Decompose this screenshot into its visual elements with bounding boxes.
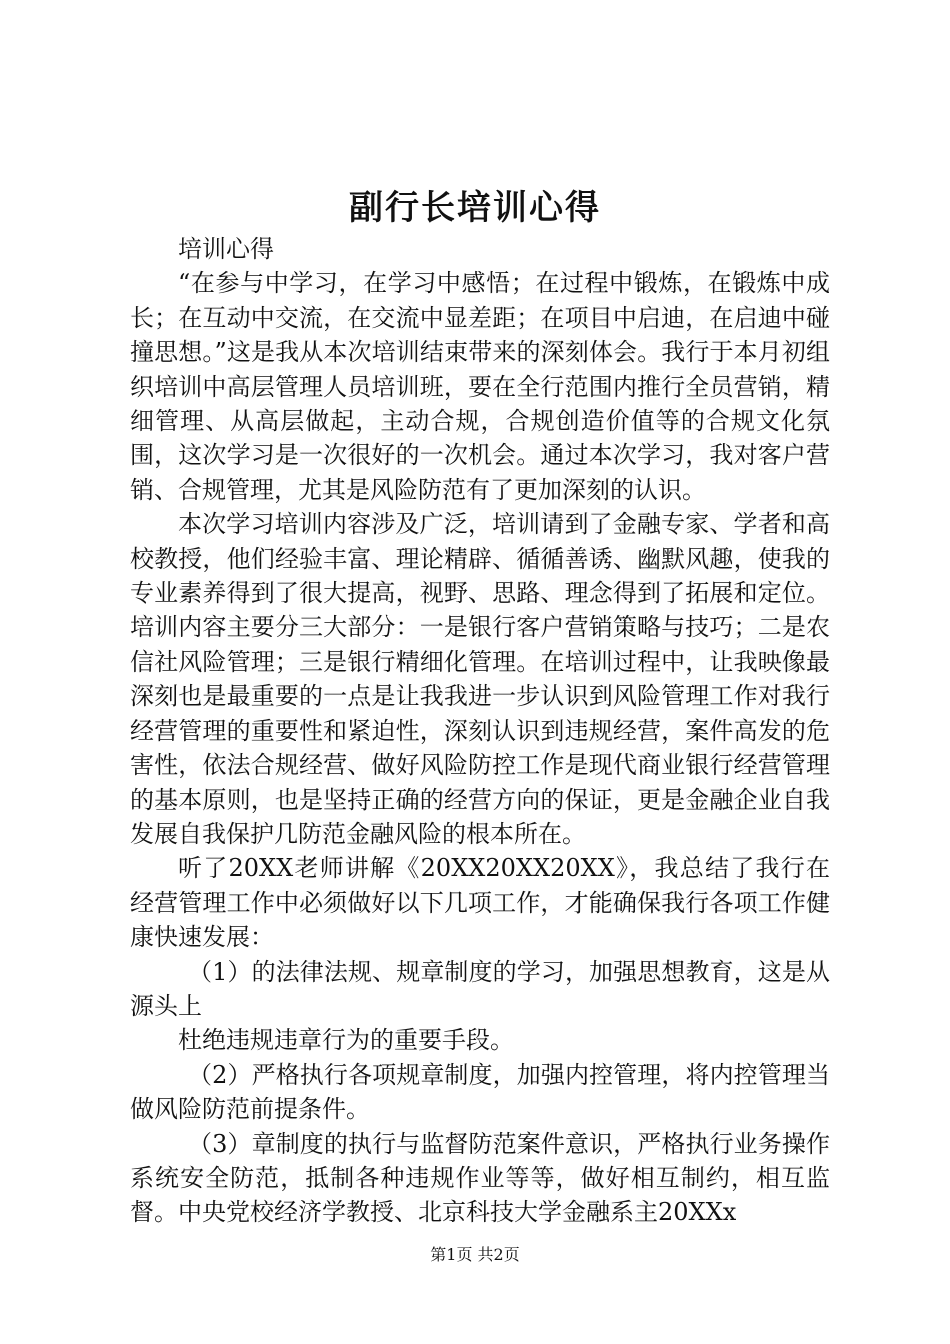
document-title: 副行长培训心得 [349,188,601,228]
paragraph-1: “在参与中学习，在学习中感悟；在过程中锻炼，在锻炼中成长；在互动中交流，在交流中显差距；在项目中启迪，在启迪中碰撞思想。”这是我从本次培训结束带来的深刻体会。我行于本月初组织培训中高层管理人员培训班，要在全行范围内推行全员营销，精细管理、从高层做起，主动合规，合规创造价值等的合规文化氛围，这次学习是一次很好的一次机会。通过本次学习，我对客户营销、合规管理，尤其是风险防范有了更加深刻的认识。 [130,269,830,504]
paragraph-3: 听了20XX老师讲解《20XX20XX20XX》，我总结了我行在经营管理工作中必须做好以下几项工作，才能确保我行各项工作健康快速发展： [130,854,830,952]
document-body [130,232,830,1230]
list-item-1: （1）的法律法规、规章制度的学习，加强思想教育，这是从源头上 [130,957,830,1020]
paragraph-heading: 培训心得 [178,235,274,263]
list-item-3: （3）章制度的执行与监督防范案件意识，严格执行业务操作系统安全防范，抵制各种违规作业等等，做好相互制约，相互监督。中央党校经济学教授、北京科技大学金融系主20XXx [130,1129,830,1227]
paragraph-2: 本次学习培训内容涉及广泛，培训请到了金融专家、学者和高校教授，他们经验丰富、理论精辟、循循善诱、幽默风趣，使我的专业素养得到了很大提高，视野、思路、理念得到了拓展和定位。培训内容主要分三大部分：一是银行客户营销策略与技巧；二是农信社风险管理；三是银行精细化管理。在培训过程中，让我映像最深刻也是最重要的一点是让我我进一步认识到风险管理工作对我行经营管理的重要性和紧迫性，深刻认识到违规经营，案件高发的危害性，依法合规经营、做好风险防控工作是现代商业银行经营管理的基本原则，也是坚持正确的经营方向的保证，更是金融企业自我发展自我保护几防范金融风险的根本所在。 [130,510,830,848]
list-item-2: （2）严格执行各项规章制度，加强内控管理，将内控管理当做风险防范前提条件。 [130,1060,830,1124]
list-item-1-continued: 杜绝违规违章行为的重要手段。 [178,1026,514,1055]
page-footer: 第1页 共2页 [430,1245,520,1264]
